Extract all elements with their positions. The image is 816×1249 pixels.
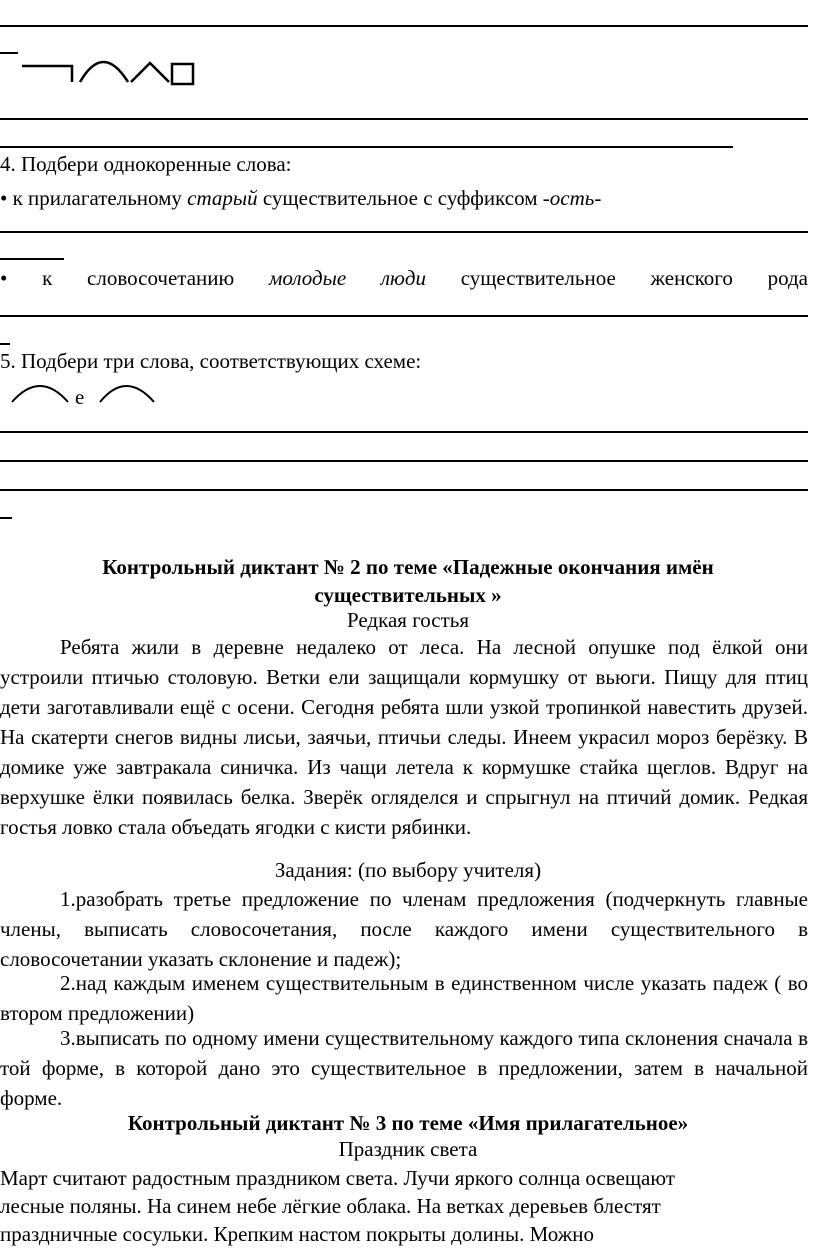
phrase-molodye-lyudi: молодые люди xyxy=(268,266,426,290)
task4-title: 4. Подбери однокоренные слова: xyxy=(0,152,292,176)
dictation3-subtitle: Праздник света xyxy=(338,1137,478,1161)
answer-line xyxy=(0,460,808,462)
word-stary: старый xyxy=(187,186,258,210)
dictation3-line2: лесные поляны. На синем небе лёгкие облака. На ветках деревьев блестят xyxy=(0,1194,661,1218)
dictation3-line1: Март считают радостным праздником света. Лучи яркого солнца освещают xyxy=(0,1166,675,1190)
answer-line xyxy=(0,231,808,233)
answer-line xyxy=(0,431,808,433)
dictation2-subtitle: Редкая гостья xyxy=(346,608,470,632)
task4-bullet-1: • к прилагательному старый существительное с суффиксом -ость- xyxy=(0,186,602,210)
dictation2-task2: 2.над каждым именем существительным в единственном числе указать падеж ( во втором предложении) xyxy=(0,971,808,1025)
answer-line-dash xyxy=(0,517,12,519)
morpheme-scheme-icon xyxy=(0,0,220,100)
scheme-letter: е xyxy=(75,385,85,409)
morpheme-scheme-2-icon xyxy=(0,370,170,410)
answer-line-dash xyxy=(0,343,10,345)
answer-line xyxy=(0,146,733,148)
dictation2-task1: 1.разобрать третье предложение по членам предложения (подчеркнуть главные члены, выписать словосочетания, после каждого имени существительного в словосочетании указать склонение и падеж); xyxy=(0,887,808,971)
dictation2-task3: 3.выписать по одному имени существительному каждого типа склонения сначала в той форме, в которой дано это существительное в предложении, затем в начальной форме. xyxy=(0,1026,808,1110)
dictation2-text: Ребята жили в деревне недалеко от леса. На лесной опушке под ёлкой они устроили птичью столовую. Ветки ели защищали кормушку от вьюги. Пищу для птиц дети заготавливали ещё с осени. Сегодня ребята шли узкой тропинкой навестить друзей. На скатерти снегов видны лисьи, заячьи, птичьи следы. Инеем украсил мороз берёзку. В домике уже завтракала синичка. Из чащи летела к кормушке стайка щеглов. Вдруг на верхушке ёлки появилась белка. Зверёк огляделся и спрыгнул на птичий домик. Редкая гостья ловко стала объедать ягодки с кисти рябинки. xyxy=(0,635,808,839)
dictation3-heading: Контрольный диктант № 3 по теме «Имя прилагательное» xyxy=(127,1111,689,1135)
dictation2-heading-line2: существительных » xyxy=(314,583,502,607)
task4-bullet-2: • к словосочетанию молодые люди существительное женского рода xyxy=(0,266,808,290)
answer-line xyxy=(0,118,808,120)
answer-line xyxy=(0,489,808,491)
dictation3-line3: праздничные сосульки. Крепким настом покрыты долины. Можно xyxy=(0,1222,594,1246)
dictation2-heading-line1: Контрольный диктант № 2 по теме «Падежные окончания имён xyxy=(102,555,714,579)
suffix-ost: ость xyxy=(549,186,595,210)
dictation2-tasks-title: Задания: (по выбору учителя) xyxy=(274,858,542,882)
task5-title: 5. Подбери три слова, соответствующих схеме: xyxy=(0,349,422,373)
answer-line-dash xyxy=(0,258,64,260)
answer-line xyxy=(0,315,808,317)
